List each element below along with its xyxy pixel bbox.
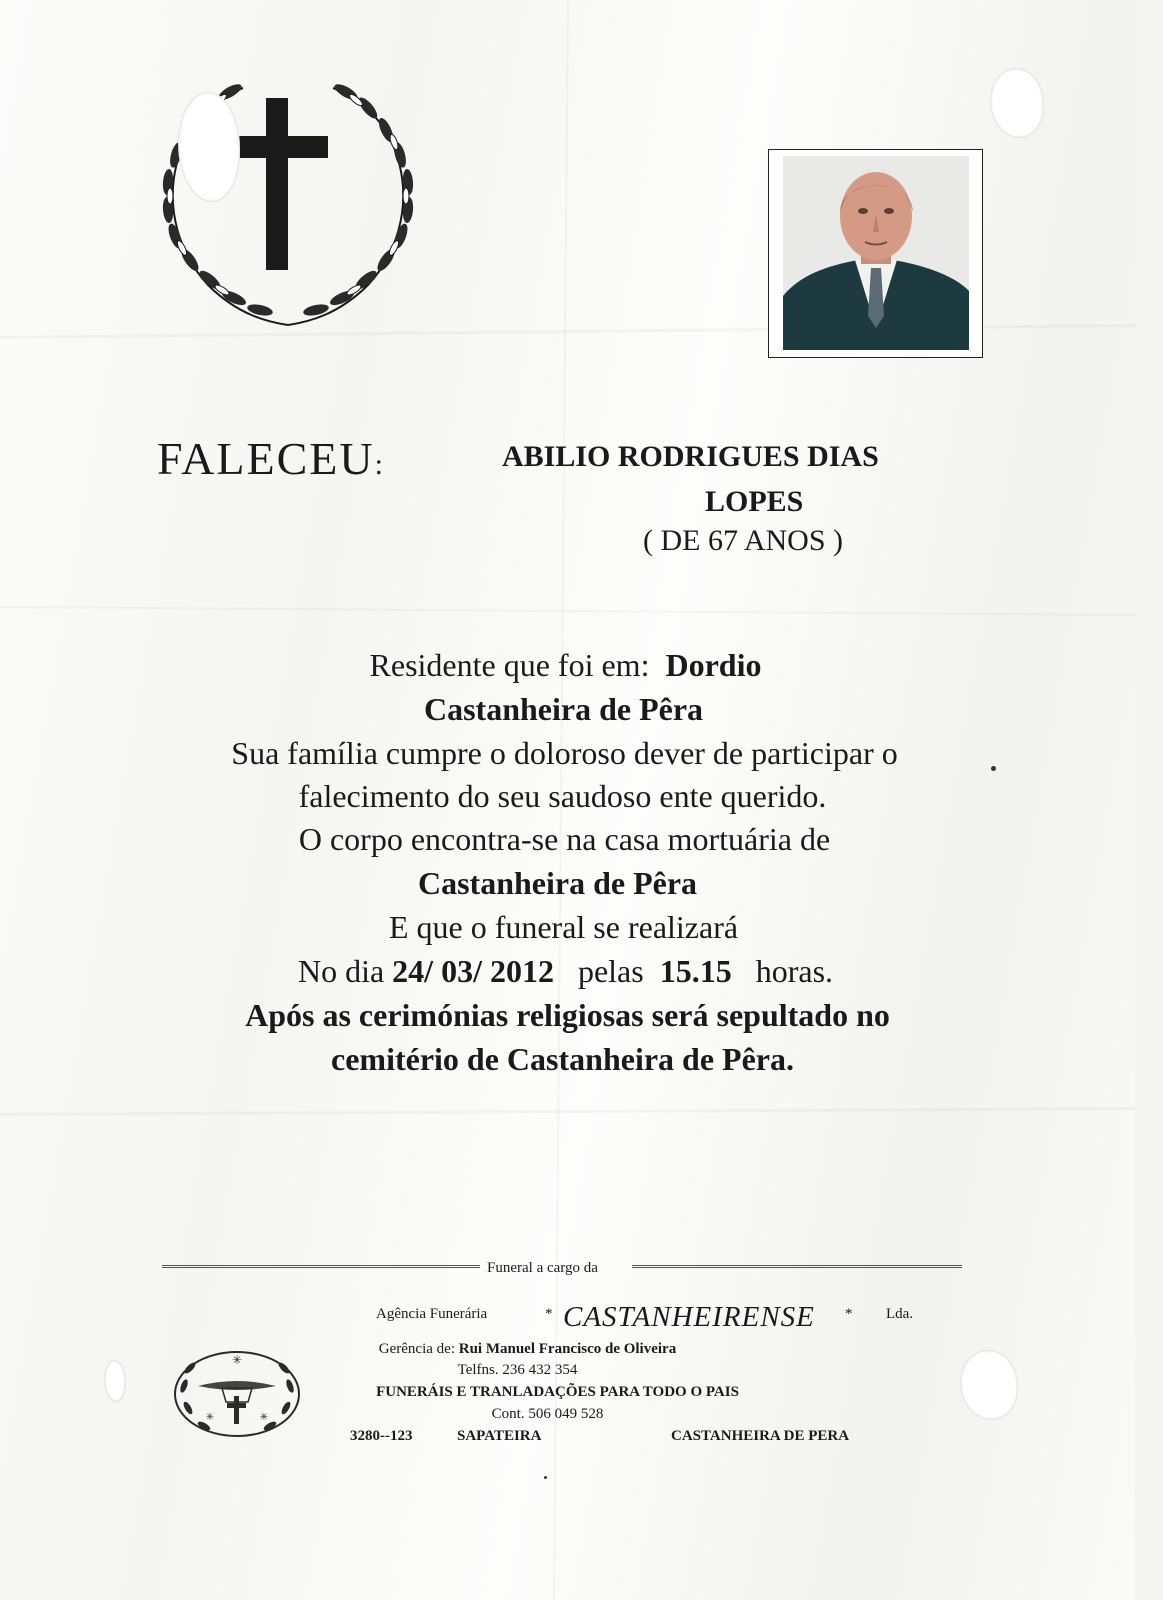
- paper-crease: [0, 606, 1135, 616]
- footer-divider-left: [162, 1265, 480, 1268]
- burial-line-1: Após as cerimónias religiosas será sepultado no: [245, 997, 890, 1033]
- residence-line: [0, 643, 1133, 687]
- date-prefix: No dia: [297, 953, 385, 989]
- deceased-heading: [157, 432, 385, 485]
- agency-town: CASTANHEIRA DE PERA: [671, 1428, 850, 1444]
- heading-text: FALECEU: [157, 433, 375, 484]
- agency-star-right: *: [845, 1306, 853, 1322]
- paper-tear: [178, 92, 240, 202]
- family-line-1: Sua família cumpre o doloroso dever de participar o: [231, 735, 898, 771]
- footer-divider-right: [632, 1265, 962, 1268]
- deceased-name-line1: ABILIO RODRIGUES DIAS: [502, 440, 879, 473]
- portrait-photo: [783, 156, 969, 350]
- svg-text:✳: ✳: [231, 1353, 243, 1367]
- svg-text:✳: ✳: [205, 1412, 215, 1423]
- time-suffix: horas.: [755, 953, 834, 989]
- agency-suffix: Lda.: [886, 1306, 914, 1322]
- management-label: Gerência de:: [378, 1341, 455, 1357]
- agency-services: FUNERÁIS E TRANLADAÇÕES PARA TODO O PAIS: [376, 1384, 739, 1400]
- residence-town: Castanheira de Pêra: [423, 691, 704, 727]
- body-location-line: O corpo encontra-se na casa mortuária de: [298, 821, 831, 857]
- paper-tear: [990, 68, 1044, 138]
- paper-speck: [544, 1476, 547, 1479]
- svg-text:✳: ✳: [259, 1412, 269, 1423]
- heading-colon: :: [374, 448, 385, 481]
- family-line-2: falecimento do seu saudoso ente querido.: [298, 778, 827, 814]
- agency-prefix: Agência Funerária: [376, 1306, 488, 1322]
- paper-speck: [991, 766, 996, 771]
- residence-place: Dordio: [665, 647, 762, 683]
- agency-emblem-icon: [170, 1346, 305, 1441]
- funeral-line: E que o funeral se realizará: [388, 909, 739, 945]
- agency-contributor: Cont. 506 049 528: [491, 1406, 604, 1422]
- portrait-photo-frame: [768, 149, 983, 358]
- deceased-age: ( DE 67 ANOS ): [643, 524, 843, 557]
- paper-crease: [0, 1107, 1135, 1116]
- burial-line-2: cemitério de Castanheira de Pêra.: [331, 1041, 794, 1077]
- funeral-date: 24/ 03/ 2012: [392, 953, 554, 989]
- agency-phones: Telfns. 236 432 354: [457, 1362, 578, 1378]
- agency-star-left: *: [545, 1306, 553, 1322]
- residence-intro: Residente que foi em:: [369, 647, 650, 683]
- funeral-date-line: [0, 949, 1133, 993]
- funeral-agency-label: Funeral a cargo da: [487, 1260, 598, 1276]
- funeral-time: 15.15: [659, 953, 732, 989]
- deceased-name-line2: LOPES: [705, 485, 804, 518]
- agency-postal-code: 3280--123: [350, 1428, 413, 1444]
- management-name: Rui Manuel Francisco de Oliveira: [458, 1341, 677, 1357]
- body-location-town: Castanheira de Pêra: [417, 865, 698, 901]
- time-prefix: pelas: [577, 953, 644, 989]
- agency-name: CASTANHEIRENSE: [563, 1301, 815, 1333]
- agency-management: [0, 1341, 1095, 1358]
- agency-locality: SAPATEIRA: [457, 1428, 542, 1444]
